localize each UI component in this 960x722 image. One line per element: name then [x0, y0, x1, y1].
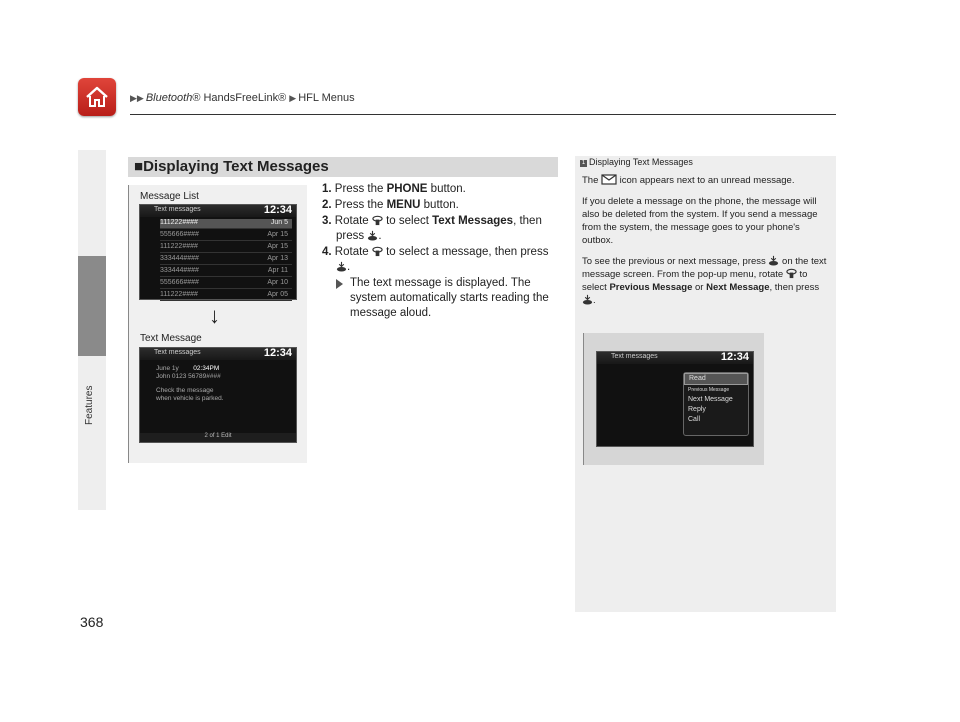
- screen-title-bar: [597, 352, 753, 364]
- screen-title: Text messages: [154, 349, 201, 356]
- list-item-name: 111222####: [160, 219, 198, 226]
- list-item-date: Apr 10: [267, 279, 288, 286]
- step-button-name: MENU: [386, 199, 421, 211]
- note-figure: [583, 333, 764, 465]
- popup-item-reply[interactable]: Reply: [688, 406, 706, 413]
- message-content: [140, 360, 296, 403]
- note-paragraph-2: If you delete a message on the phone, the message will also be deleted from the system. If you send a message from the system, the message goes to your phone's outbox.: [582, 196, 818, 246]
- breadcrumb: [130, 92, 355, 104]
- sidebar-label: Features: [84, 385, 95, 425]
- message-sender: John 0123 56789####: [156, 373, 221, 380]
- interface-dial-icon: [372, 246, 383, 257]
- sidebar-tab[interactable]: [78, 256, 106, 356]
- enter-push-icon: [768, 255, 779, 266]
- list-item-date: Jun 5: [270, 219, 288, 226]
- step-1: [322, 182, 558, 197]
- note-paragraph-1: [582, 174, 828, 187]
- note-text: to select: [582, 269, 808, 293]
- step-3: 3. Rotate to select Text Messages, then press .: [322, 215, 542, 242]
- message-time: 02:34PM: [193, 365, 220, 372]
- section-title: ■Displaying Text Messages: [128, 157, 558, 177]
- list-item-date: Apr 11: [267, 267, 288, 274]
- screen-text-message: [139, 347, 297, 443]
- message-footer: 2 of 1 Edit: [140, 433, 296, 442]
- list-item-date: Apr 05: [267, 291, 288, 298]
- interface-dial-icon: [372, 215, 383, 226]
- list-item[interactable]: [160, 219, 292, 229]
- note-marker-icon: 1: [581, 160, 586, 166]
- screen-clock: 12:34: [720, 351, 749, 363]
- step-text: , then: [513, 215, 542, 227]
- breadcrumb-menus: HFL Menus: [298, 92, 355, 104]
- message-body-1: Check the message: [156, 387, 214, 394]
- note-title-text: Displaying Text Messages: [589, 157, 693, 167]
- popup-item-call[interactable]: Call: [688, 416, 701, 423]
- step-text: to select a message, then press: [382, 246, 549, 258]
- list-item-name: 555666####: [160, 231, 199, 238]
- screen-clock: 12:34: [263, 347, 292, 359]
- list-item-name: 333444####: [160, 267, 199, 274]
- step-text: Rotate: [334, 246, 369, 258]
- down-arrow-icon: ↓: [209, 303, 220, 328]
- note-text: To see the previous or next message, press: [582, 256, 766, 267]
- figure-panel: [128, 185, 307, 463]
- note-text: The: [582, 175, 599, 186]
- step-button-name: PHONE: [386, 183, 428, 195]
- list-item-name: 333444####: [160, 255, 199, 262]
- screen-message-list: [139, 204, 297, 300]
- breadcrumb-bluetooth: Bluetooth: [145, 92, 193, 104]
- step-number: 4.: [322, 246, 332, 258]
- note-paragraph-3: To see the previous or next message, press on the text message screen. From the pop-up menu, rotate to select Previous Message or Next Message, then press .: [582, 256, 827, 306]
- note-text: then press: [774, 282, 820, 293]
- step-4: 4. Rotate to select a message, then press .: [322, 246, 549, 273]
- popup-item-next[interactable]: Next Message: [688, 396, 733, 403]
- list-item-name: 555666####: [160, 279, 199, 286]
- enter-push-icon: [336, 261, 347, 272]
- home-icon: [83, 83, 111, 111]
- figure-label-list: Message List: [140, 191, 199, 202]
- interface-dial-icon: [786, 268, 797, 279]
- section-title-text: Displaying Text Messages: [143, 158, 329, 175]
- envelope-icon: [601, 174, 617, 185]
- page-number: 368: [80, 614, 104, 630]
- step-number: 3.: [322, 215, 332, 227]
- enter-push-icon: [367, 230, 378, 241]
- breadcrumb-hfl: ® HandsFreeLink®: [192, 92, 287, 104]
- screen-popup-menu: [596, 351, 754, 447]
- list-item[interactable]: [160, 255, 292, 265]
- step-text: Rotate: [334, 215, 369, 227]
- header-divider: [130, 114, 836, 115]
- screen-clock: 12:34: [263, 204, 292, 216]
- step-number: 2.: [322, 199, 332, 211]
- step-number: 1.: [322, 183, 332, 195]
- note-menu-name: Next Message: [706, 282, 770, 293]
- list-item[interactable]: [160, 291, 292, 301]
- note-title: [580, 157, 693, 167]
- step-text: press: [336, 230, 365, 242]
- figure-label-message: Text Message: [140, 333, 202, 344]
- step-menu-name: Text Messages: [432, 215, 514, 227]
- note-text: icon appears next to an unread message.: [619, 175, 795, 186]
- screen-title: Text messages: [154, 206, 201, 213]
- screen-title-bar: [140, 348, 296, 360]
- note-text: on the text message screen. From the pop-up menu, rotate: [582, 256, 827, 280]
- step-text: Press the: [334, 183, 387, 195]
- screen-title: Text messages: [611, 353, 658, 360]
- popup-item-previous[interactable]: Previous Message: [688, 387, 730, 393]
- note-body: [582, 174, 828, 315]
- step-text: Press the: [334, 199, 387, 211]
- popup-menu: [683, 372, 749, 436]
- enter-push-icon: [582, 294, 593, 305]
- step-result-text: The text message is displayed. The system automatically starts reading the message aloud.: [350, 277, 549, 319]
- breadcrumb-arrow-icon: ▶▶: [130, 93, 144, 103]
- list-item[interactable]: [160, 243, 292, 253]
- list-item[interactable]: [160, 279, 292, 289]
- step-result: [336, 276, 558, 321]
- list-item-date: Apr 15: [267, 231, 288, 238]
- list-item-name: 111222####: [160, 243, 198, 250]
- home-button[interactable]: [78, 78, 116, 116]
- triangle-bullet-icon: [336, 279, 343, 289]
- message-list: [140, 219, 296, 301]
- message-body-2: when vehicle is parked.: [156, 395, 224, 402]
- step-text: button.: [427, 183, 466, 195]
- step-text: to select: [382, 215, 433, 227]
- list-item-name: 111222####: [160, 291, 198, 298]
- list-item[interactable]: [160, 231, 292, 241]
- list-item[interactable]: [160, 267, 292, 277]
- step-text: button.: [420, 199, 459, 211]
- step-list: [322, 182, 558, 321]
- popup-item-read[interactable]: Read: [684, 373, 748, 385]
- breadcrumb-arrow-icon: ▶: [289, 93, 297, 103]
- list-item-date: Apr 13: [267, 255, 288, 262]
- note-text: or: [695, 282, 704, 293]
- message-date: June 1y: [156, 365, 179, 372]
- note-menu-name: Previous Message: [609, 282, 693, 293]
- screen-title-bar: [140, 205, 296, 217]
- list-item-date: Apr 15: [267, 243, 288, 250]
- step-2: [322, 198, 558, 213]
